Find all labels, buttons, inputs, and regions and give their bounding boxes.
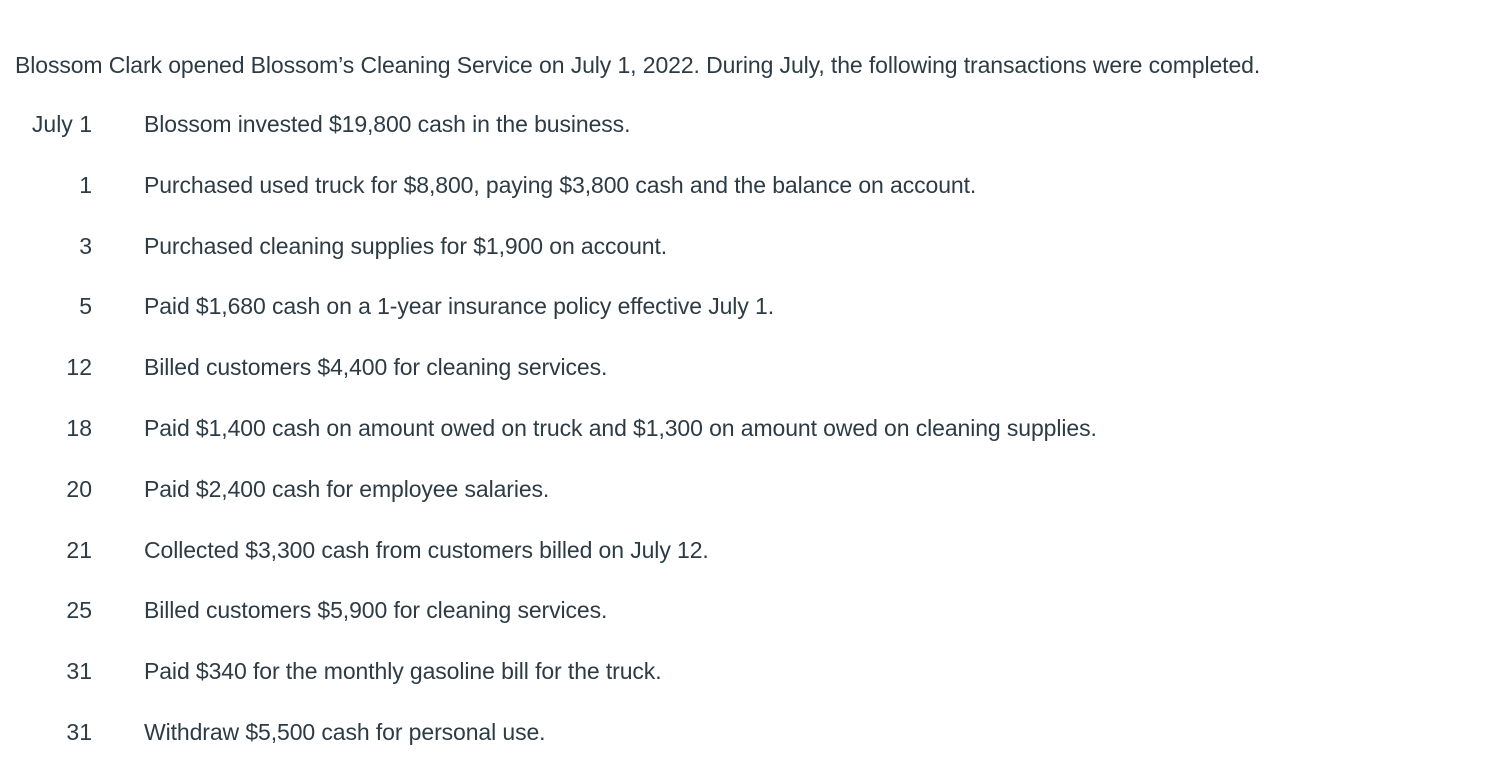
transaction-description: Billed customers $4,400 for cleaning services. bbox=[144, 354, 608, 381]
transaction-date: 20 bbox=[66, 475, 92, 502]
transaction-list bbox=[0, 109, 1510, 778]
transaction-row bbox=[0, 231, 1510, 292]
transaction-description: Purchased used truck for $8,800, paying $3,800 cash and the balance on account. bbox=[144, 171, 977, 198]
transaction-date: 5 bbox=[79, 293, 92, 320]
transaction-row bbox=[0, 535, 1510, 596]
transaction-description: Purchased cleaning supplies for $1,900 on account. bbox=[144, 232, 668, 259]
transaction-description: Withdraw $5,500 cash for personal use. bbox=[144, 718, 546, 745]
transaction-date: 21 bbox=[66, 536, 92, 563]
transaction-description: Paid $340 for the monthly gasoline bill for the truck. bbox=[144, 658, 662, 685]
transaction-date: 18 bbox=[66, 414, 92, 441]
transaction-row bbox=[0, 474, 1510, 535]
transaction-date: 25 bbox=[66, 597, 92, 624]
transaction-row bbox=[0, 595, 1510, 656]
transaction-description: Paid $1,400 cash on amount owed on truck and $1,300 on amount owed on cleaning supplies. bbox=[144, 414, 1097, 441]
transaction-row bbox=[0, 656, 1510, 717]
transaction-date: 31 bbox=[66, 658, 92, 685]
transaction-date: 3 bbox=[79, 232, 92, 259]
transaction-date: 31 bbox=[66, 718, 92, 745]
problem-intro: Blossom Clark opened Blossom’s Cleaning Service on July 1, 2022. During July, the following transactions were completed. bbox=[15, 52, 1261, 78]
transaction-description: Paid $2,400 cash for employee salaries. bbox=[144, 475, 550, 502]
transaction-row bbox=[0, 413, 1510, 474]
transaction-row bbox=[0, 109, 1510, 170]
transaction-description: Collected $3,300 cash from customers billed on July 12. bbox=[144, 536, 709, 563]
transaction-date: 1 bbox=[79, 171, 92, 198]
transaction-row bbox=[0, 717, 1510, 778]
transaction-description: Paid $1,680 cash on a 1-year insurance policy effective July 1. bbox=[144, 293, 774, 320]
transaction-row bbox=[0, 170, 1510, 231]
transaction-row bbox=[0, 291, 1510, 352]
transaction-date: July 1 bbox=[31, 111, 92, 137]
transaction-description: Blossom invested $19,800 cash in the business. bbox=[144, 111, 631, 137]
transaction-row bbox=[0, 352, 1510, 413]
transaction-date: 12 bbox=[66, 354, 92, 381]
transaction-description: Billed customers $5,900 for cleaning services. bbox=[144, 597, 608, 624]
